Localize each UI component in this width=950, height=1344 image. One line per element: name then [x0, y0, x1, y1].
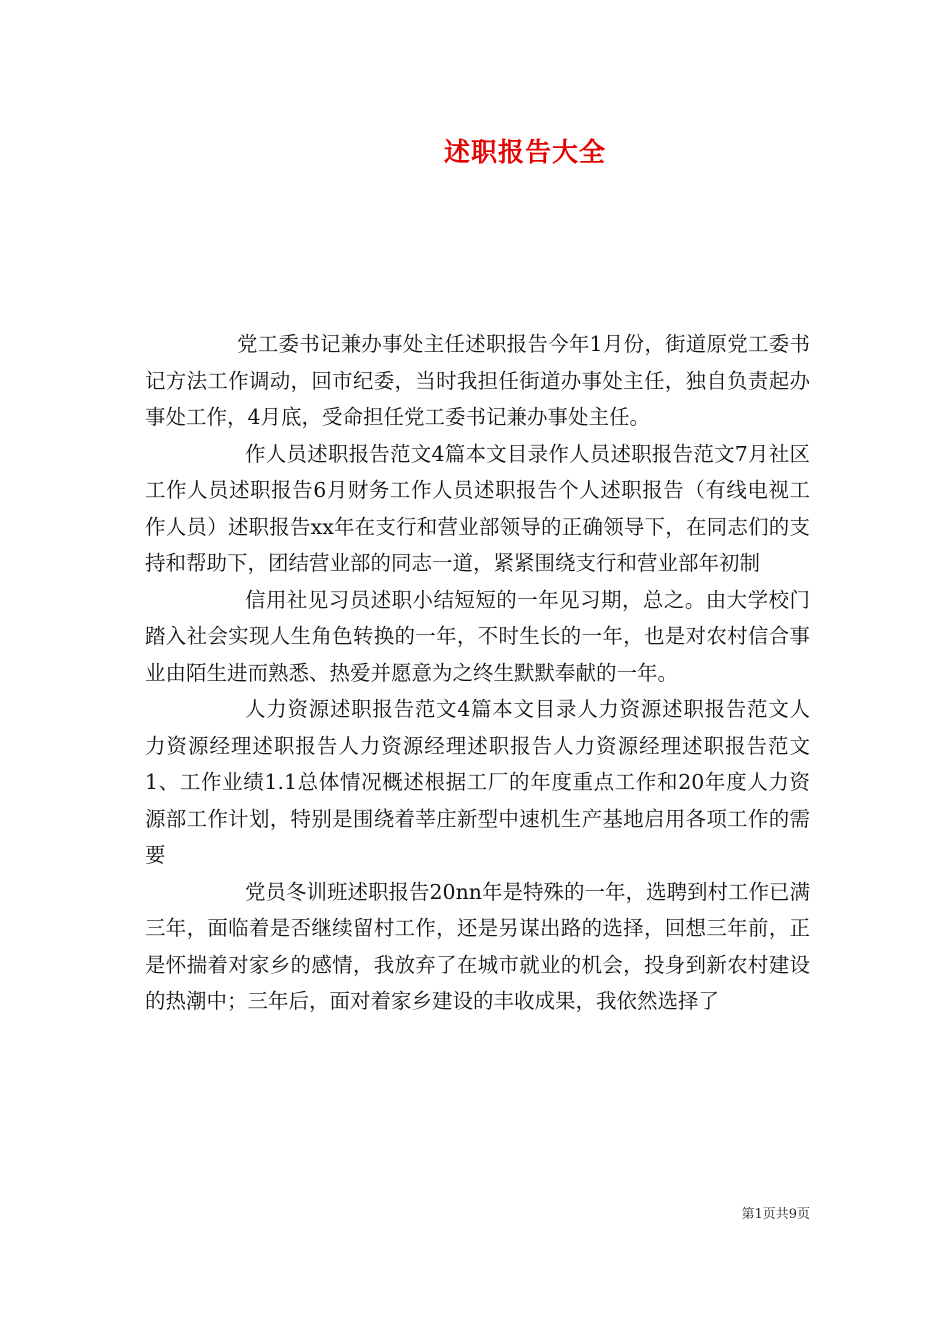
paragraph-5: 党员冬训班述职报告20nn年是特殊的一年，选聘到村工作已满三年，面临着是否继续留村工作，还是另谋出路的选择，回想三年前，正是怀揣着对家乡的感情，我放弃了在城市就业的机会，投身到新农村建设的热潮中；三年后，面对着家乡建设的丰收成果，我依然选择了 [145, 879, 810, 1013]
body-text [145, 326, 810, 1020]
paragraph-4: 人力资源述职报告范文4篇本文目录人力资源述职报告范文人力资源经理述职报告人力资源经理述职报告人力资源经理述职报告范文1、工作业绩1.1总体情况概述根据工厂的年度重点工作和20年度人力资源部工作计划，特别是围绕着莘庄新型中速机生产基地启用各项工作的需要 [145, 697, 810, 867]
paragraph-2: 作人员述职报告范文4篇本文目录作人员述职报告范文7月社区工作人员述职报告6月财务工作人员述职报告个人述职报告（有线电视工作人员）述职报告xx年在支行和营业部领导的正确领导下，在同志们的支持和帮助下，团结营业部的同志一道，紧紧围绕支行和营业部年初制 [145, 441, 810, 575]
page-title: 述职报告大全 [443, 138, 606, 168]
paragraph-1: 党工委书记兼办事处主任述职报告今年1月份，街道原党工委书记方法工作调动，回市纪委，当时我担任街道办事处主任，独自负责起办事处工作，4月底，受命担任党工委书记兼办事处主任。 [145, 332, 810, 429]
page-number: 第1页共9页 [741, 1207, 810, 1222]
paragraph-3: 信用社见习员述职小结短短的一年见习期，总之。由大学校门踏入社会实现人生角色转换的一年，不时生长的一年，也是对农村信合事业由陌生进而熟悉、热爱并愿意为之终生默默奉献的一年。 [145, 587, 810, 685]
